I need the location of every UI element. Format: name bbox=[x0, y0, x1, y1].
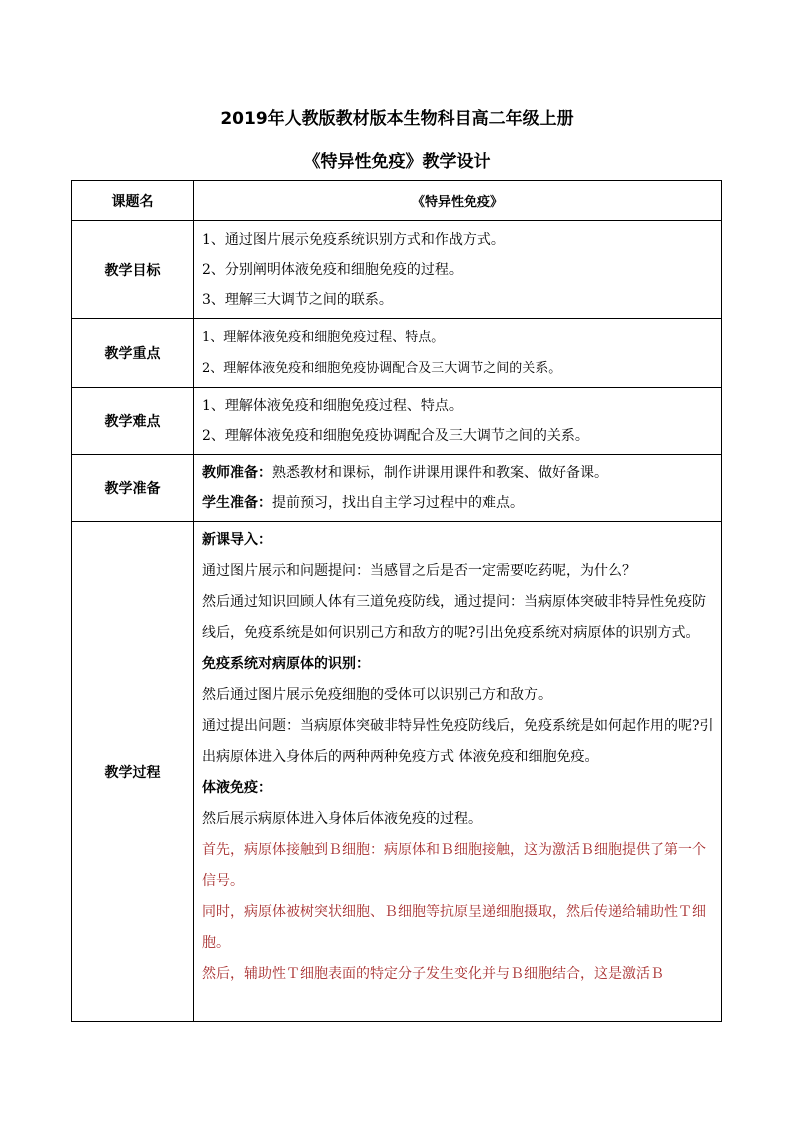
document-title: 2019年人教版教材版本生物科目高二年级上册 bbox=[220, 109, 574, 129]
keypoints-cell bbox=[194, 319, 722, 388]
recognition-paragraph: 通过提出问题：当病原体突破非特异性免疫防线后，免疫系统是如何起作用的呢?引出病原体进入身体后的两种两种免疫方式 体液免疫和细胞免疫。 bbox=[202, 718, 714, 765]
humoral-paragraph: 然后展示病原体进入身体后体液免疫的过程。 bbox=[202, 811, 482, 827]
prep-teacher bbox=[202, 458, 715, 488]
difficulties-label: 教学难点 bbox=[72, 388, 194, 455]
table-row-prep bbox=[72, 455, 722, 522]
table-row-difficulties bbox=[72, 388, 722, 455]
course-label: 课题名 bbox=[72, 181, 194, 221]
table-row-course bbox=[72, 181, 722, 221]
goal-item: 1、通过图片展示免疫系统识别方式和作战方式。 bbox=[202, 231, 505, 248]
difficulty-item: 2、理解体液免疫和细胞免疫协调配合及三大调节之间的关系。 bbox=[202, 428, 589, 444]
prep-teacher-head: 教师准备： bbox=[202, 465, 272, 481]
table-row-goals bbox=[72, 221, 722, 319]
humoral-step: 同时，病原体被树突状细胞、Ｂ细胞等抗原呈递细胞摄取，然后传递给辅助性Ｔ细胞。 bbox=[202, 904, 706, 951]
difficulties-cell bbox=[194, 388, 722, 455]
goal-item: 2、分别阐明体液免疫和细胞免疫的过程。 bbox=[202, 261, 463, 278]
lesson-plan-table bbox=[71, 180, 722, 1022]
prep-teacher-text: 熟悉教材和课标，制作讲课用课件和教案、做好备课。 bbox=[272, 465, 608, 481]
prep-student-text: 提前预习，找出自主学习过程中的难点。 bbox=[272, 495, 524, 511]
prep-label: 教学准备 bbox=[72, 455, 194, 522]
difficulty-item: 1、理解体液免疫和细胞免疫过程、特点。 bbox=[202, 398, 463, 414]
intro-heading: 新课导入： bbox=[202, 532, 272, 548]
document-subtitle: 《特异性免疫》教学设计 bbox=[303, 152, 491, 172]
goals-cell bbox=[194, 221, 722, 319]
recognition-heading: 免疫系统对病原体的识别： bbox=[202, 656, 370, 672]
keypoint-item: 1、理解体液免疫和细胞免疫过程、特点。 bbox=[202, 330, 445, 345]
goal-item: 3、理解三大调节之间的联系。 bbox=[202, 291, 393, 308]
prep-student-head: 学生准备： bbox=[202, 495, 272, 511]
goals-label: 教学目标 bbox=[72, 221, 194, 319]
course-value: 《特异性免疫》 bbox=[194, 181, 722, 221]
table-row-process bbox=[72, 522, 722, 1022]
keypoint-item: 2、理解体液免疫和细胞免疫协调配合及三大调节之间的关系。 bbox=[202, 361, 562, 376]
process-label: 教学过程 bbox=[72, 522, 194, 1022]
recognition-paragraph: 然后通过图片展示免疫细胞的受体可以识别己方和敌方。 bbox=[202, 687, 552, 703]
prep-student bbox=[202, 488, 715, 518]
intro-paragraph: 然后通过知识回顾人体有三道免疫防线，通过提问：当病原体突破非特异性免疫防线后，免疫系统是如何识别己方和敌方的呢?引出免疫系统对病原体的识别方式。 bbox=[202, 594, 706, 641]
keypoints-label: 教学重点 bbox=[72, 319, 194, 388]
table-row-keypoints bbox=[72, 319, 722, 388]
intro-paragraph: 通过图片展示和问题提问：当感冒之后是否一定需要吃药呢，为什么？ bbox=[202, 563, 636, 579]
humoral-step: 然后，辅助性Ｔ细胞表面的特定分子发生变化并与Ｂ细胞结合，这是激活Ｂ bbox=[202, 966, 664, 982]
prep-cell bbox=[194, 455, 722, 522]
process-cell bbox=[194, 522, 722, 1022]
humoral-heading: 体液免疫： bbox=[202, 780, 272, 796]
humoral-step: 首先，病原体接触到Ｂ细胞：病原体和Ｂ细胞接触，这为激活Ｂ细胞提供了第一个信号。 bbox=[202, 842, 706, 889]
